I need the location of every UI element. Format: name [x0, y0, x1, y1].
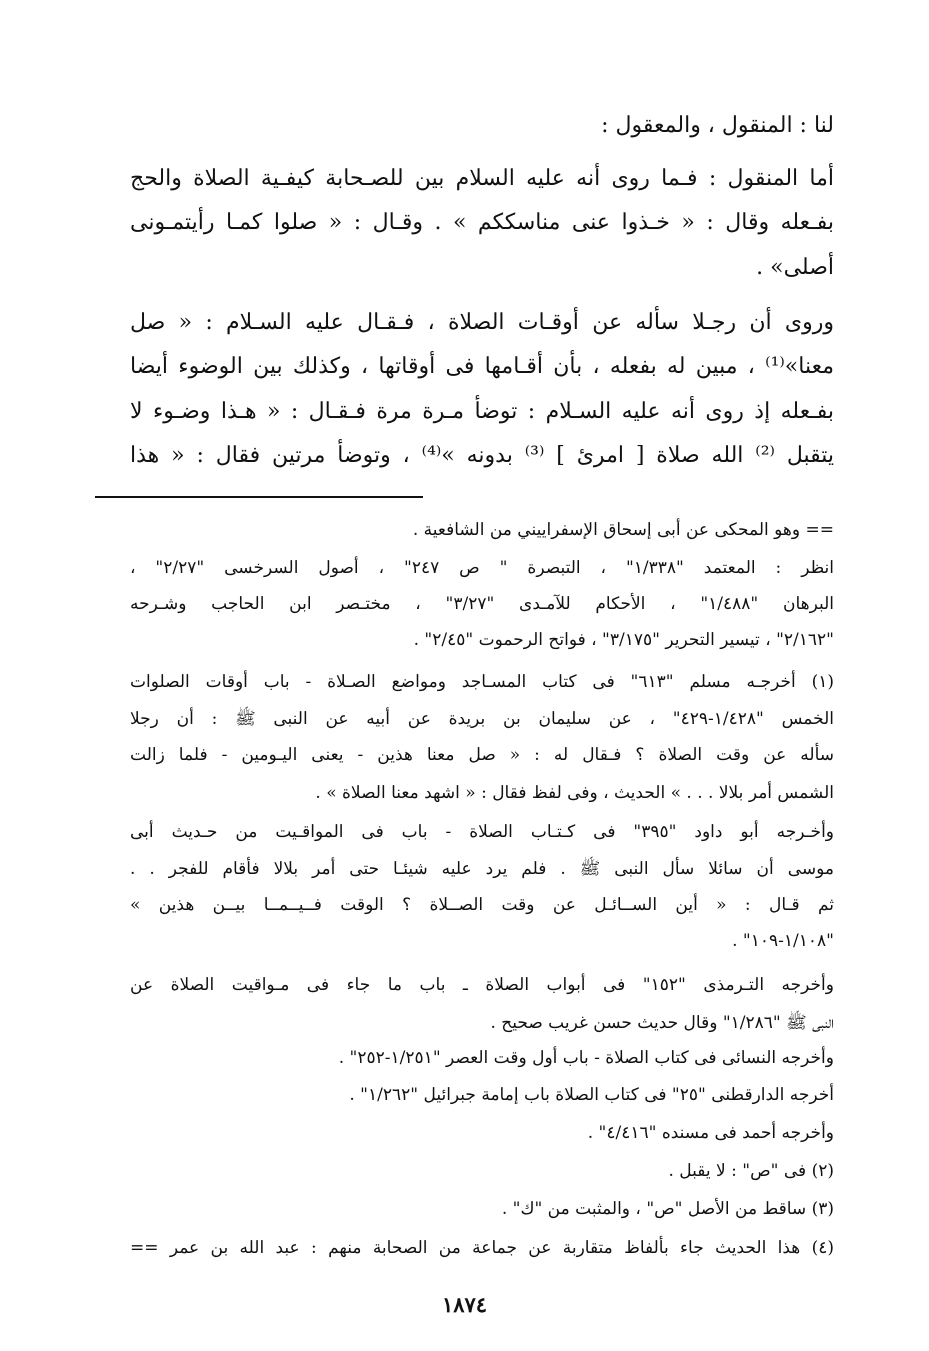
footnote-line: وأخـرجه أبو داود "٣٩٥" فى كـتـاب الصلاة - باب فى المواقـيت من حـديث أبى — [130, 822, 834, 842]
main-line: وروى أن رجـلا سأله عن أوقـات الصلاة ، فـقـال عليه السـلام : « صل — [130, 310, 834, 335]
main-line: أصلى» . — [756, 255, 834, 280]
footnote-line: البرهان "١/٤٨٨" ، الأحكام للآمـدى "٣/٢٧" ، مختـصر ابن الحاجب وشـرحه — [130, 594, 835, 614]
footnote-line: الخمس "١/٤٢٨-٤٢٩" ، عن سليمان بن بريدة عن أبيه عن النبى ﷺ : أن رجلا — [130, 709, 835, 729]
footnote-line: (٢) فى "ص" : لا يقبل . — [668, 1161, 834, 1181]
footnote-line: الشمس أمر بلالا . . . » الحديث ، وفى لفظ فقال : « اشهد معنا الصلاة » . — [315, 783, 834, 803]
main-line: لنا : المنقول ، والمعقول : — [601, 113, 834, 138]
footnote-line: موسى أن سائلا سأل النبى ﷺ . فلم يرد عليه شيئـا حتى أمر بلالا فأقام للفجر . . — [130, 859, 834, 879]
footnote-line: "٢/١٦٢" ، تيسير التحرير "٣/١٧٥" ، فواتح الرحموت "٢/٤٥" . — [413, 630, 834, 650]
main-line: يتقبل ⁽²⁾ الله صلاة [ امرئ ] ⁽³⁾ بدونه »⁽⁴⁾ ، وتوضأ مرتين فقال : « هذا — [130, 443, 835, 468]
footnote-line: == وهو المحكى عن أبى إسحاق الإسفراييني من الشافعية . — [412, 520, 834, 540]
footnote-line: النبى ﷺ "١/٢٨٦" وقال حديث حسن غريب صحيح . — [490, 1013, 834, 1033]
main-line: معنا»⁽¹⁾ ، مبين له بفعله ، بأن أقـامها فى أوقاتها ، وكذلك بين الوضوء أيضا — [130, 354, 834, 379]
footnote-line: (٤) هذا الحديث جاء بألفاظ متقاربة عن جماعة من الصحابة منهم : عبد الله بن عمر == — [130, 1238, 834, 1258]
footnote-line: وأخرجه أحمد فى مسنده "٤/٤١٦" . — [587, 1123, 834, 1143]
main-line: بفـعله وقال : « خـذوا عنى مناسككم » . وقـال : « صلوا كمـا رأيتمـونى — [130, 210, 834, 235]
footnote-line: انظر : المعتمد "١/٣٣٨" ، التبصرة " ص ٢٤٧" ، أصول السرخسى "٢/٢٧" ، — [130, 558, 834, 578]
footnote-line: ثم قـال : « أين الســائـل عن وقت الصــلاة ؟ الوقت فــيــمــا بيــن هذين » — [130, 895, 834, 915]
main-line: بفـعله إذ روى أنه عليه السـلام : توضأ مـرة مرة فـقـال : « هـذا وضـوء لا — [130, 399, 834, 424]
main-line: أما المنقول : فـما روى أنه عليه السلام بين للصـحابة كيفـية الصلاة والحج — [130, 166, 834, 191]
footnote-line: "١/١٠٨-١٠٩" . — [732, 931, 834, 951]
page-number: ١٨٧٤ — [441, 1292, 488, 1317]
footnote-line: وأخرجه التـرمذى "١٥٢" فى أبواب الصلاة ـ باب ما جاء فى مـواقيت الصلاة عن — [130, 975, 834, 995]
footnote-line: (٣) ساقط من الأصل "ص" ، والمثبت من "ك" . — [501, 1199, 834, 1219]
footnote-line: أخرجه الدارقطنى "٢٥" فى كتاب الصلاة باب إمامة جبرائيل "١/٢٦٢" . — [349, 1085, 834, 1105]
footnote-separator — [95, 496, 423, 498]
footnote-line: (١) أخرجـه مسلم "٦١٣" فى كتاب المسـاجد ومواضع الصـلاة - باب أوقات الصلوات — [130, 672, 835, 692]
footnote-line: سأله عن وقت الصلاة ؟ فـقال له : « صل معنا هذين - يعنى اليـومين - فلما زالت — [130, 745, 834, 765]
footnote-line: وأخرجه النسائى فى كتاب الصلاة - باب أول وقت العصر "١/٢٥١-٢٥٢" . — [338, 1048, 834, 1068]
